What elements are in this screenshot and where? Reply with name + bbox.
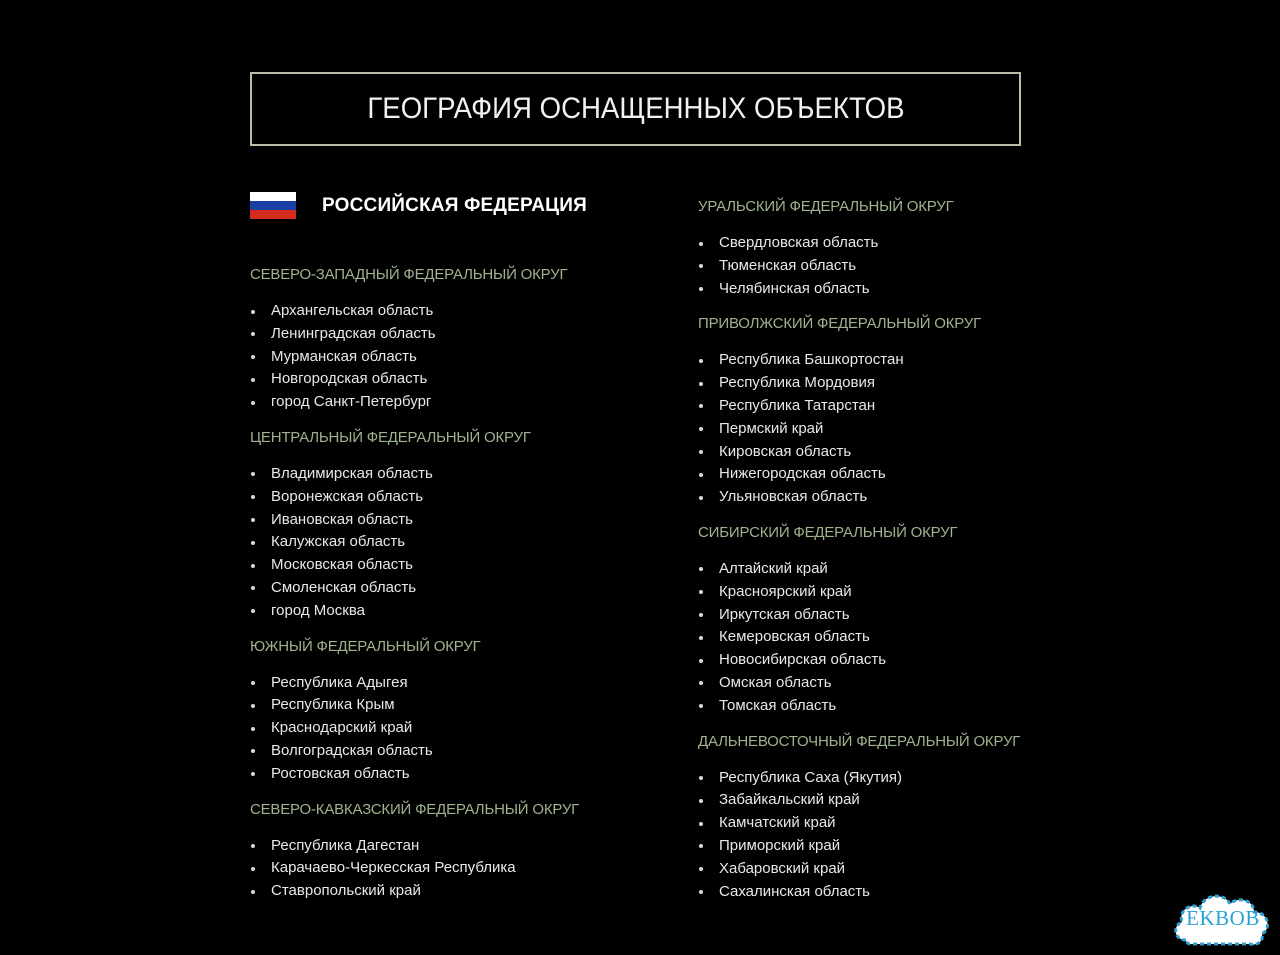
region-item [250, 531, 670, 554]
right-column [698, 196, 1118, 916]
bullet-icon [251, 890, 255, 894]
region-item [250, 323, 670, 346]
bullet-icon [251, 495, 255, 499]
page-title: ГЕОГРАФИЯ ОСНАЩЕННЫХ ОБЪЕКТОВ [366, 92, 905, 125]
region-label: Хабаровский край [719, 859, 846, 877]
region-item [698, 672, 1118, 695]
region-label: Приморский край [719, 836, 841, 854]
region-item [250, 346, 670, 369]
region-label: Челябинская область [719, 279, 870, 297]
region-item [250, 300, 670, 323]
region-label: город Санкт-Петербург [271, 393, 432, 411]
region-label: Омская область [719, 673, 832, 691]
region-item [250, 554, 670, 577]
region-label: Республика Адыгея [271, 673, 408, 691]
region-list [698, 558, 1118, 718]
bullet-icon [699, 473, 703, 477]
region-item [698, 812, 1118, 835]
region-label: Нижегородская область [719, 465, 886, 483]
region-label: Забайкальский край [719, 791, 860, 809]
region-item [250, 694, 670, 717]
bullet-icon [251, 310, 255, 314]
region-item [698, 835, 1118, 858]
region-item [250, 880, 670, 903]
region-item [698, 858, 1118, 881]
bullet-icon [251, 541, 255, 545]
bullet-icon [251, 518, 255, 522]
region-label: Алтайский край [719, 559, 828, 577]
bullet-icon [699, 287, 703, 291]
region-label: Тюменская область [719, 256, 857, 274]
district-section [698, 731, 1118, 904]
region-item [250, 672, 670, 695]
country-name: РОССИЙСКАЯ ФЕДЕРАЦИЯ [322, 194, 587, 216]
district-title: СЕВЕРО-ЗАПАДНЫЙ ФЕДЕРАЛЬНЫЙ ОКРУГ [250, 266, 568, 283]
title-frame [250, 72, 1021, 146]
region-item [698, 232, 1118, 255]
region-label: Калужская область [271, 533, 406, 551]
region-label: Томская область [719, 696, 837, 714]
bullet-icon [699, 822, 703, 826]
bullet-icon [251, 564, 255, 568]
district-section [250, 636, 670, 786]
watermark-logo [1170, 888, 1276, 950]
region-label: Архангельская область [271, 302, 434, 319]
bullet-icon [699, 799, 703, 803]
region-label: Карачаево-Черкесская Республика [271, 859, 516, 877]
bullet-icon [699, 450, 703, 454]
bullet-icon [699, 404, 703, 408]
region-label: Новгородская область [271, 370, 428, 388]
bullet-icon [251, 844, 255, 848]
district-title: СЕВЕРО-КАВКАЗСКИЙ ФЕДЕРАЛЬНЫЙ ОКРУГ [250, 800, 580, 818]
bullet-icon [251, 867, 255, 871]
bullet-icon [699, 844, 703, 848]
bullet-icon [699, 867, 703, 871]
bullet-icon [699, 636, 703, 640]
district-section [698, 522, 1118, 718]
bullet-icon [699, 704, 703, 708]
district-title: ДАЛЬНЕВОСТОЧНЫЙ ФЕДЕРАЛЬНЫЙ ОКРУГ [698, 732, 1021, 750]
region-item [250, 577, 670, 600]
bullet-icon [699, 427, 703, 431]
region-label: Республика Мордовия [719, 374, 875, 392]
region-item [250, 740, 670, 763]
region-item [698, 463, 1118, 486]
bullet-icon [251, 609, 255, 613]
left-column [250, 264, 670, 916]
district-title: ЦЕНТРАЛЬНЫЙ ФЕДЕРАЛЬНЫЙ ОКРУГ [250, 428, 531, 446]
region-label: Сахалинская область [719, 882, 870, 900]
region-item [698, 649, 1118, 672]
region-label: Республика Башкортостан [719, 351, 904, 369]
region-label: Московская область [271, 556, 413, 574]
bullet-icon [699, 590, 703, 594]
district-title: ПРИВОЛЖСКИЙ ФЕДЕРАЛЬНЫЙ ОКРУГ [698, 315, 981, 333]
bullet-icon [699, 359, 703, 363]
bullet-icon [251, 401, 255, 405]
region-label: Пермский край [719, 419, 824, 437]
region-item [250, 486, 670, 509]
bullet-icon [699, 613, 703, 617]
bullet-icon [699, 264, 703, 268]
region-list [698, 349, 1118, 509]
region-list [250, 835, 670, 903]
region-item [698, 767, 1118, 790]
region-item [250, 600, 670, 623]
bullet-icon [699, 659, 703, 663]
bullet-icon [699, 242, 703, 246]
region-item [698, 418, 1118, 441]
district-title: УРАЛЬСКИЙ ФЕДЕРАЛЬНЫЙ ОКРУГ [698, 198, 954, 215]
bullet-icon [251, 355, 255, 359]
region-label: Ивановская область [271, 510, 413, 528]
bullet-icon [699, 567, 703, 571]
region-item [698, 626, 1118, 649]
bullet-icon [699, 496, 703, 500]
region-label: Иркутская область [719, 605, 850, 623]
bullet-icon [251, 472, 255, 476]
region-label: Владимирская область [271, 464, 433, 482]
bullet-icon [699, 776, 703, 780]
region-item [250, 717, 670, 740]
region-item [698, 558, 1118, 581]
district-title: ЮЖНЫЙ ФЕДЕРАЛЬНЫЙ ОКРУГ [250, 637, 481, 655]
region-item [250, 463, 670, 486]
region-list [250, 463, 670, 623]
russia-flag-icon [250, 192, 296, 219]
region-item [698, 604, 1118, 627]
region-item [698, 486, 1118, 509]
region-list [250, 672, 670, 786]
region-label: Ленинградская область [271, 324, 436, 342]
bullet-icon [251, 772, 255, 776]
bullet-icon [699, 681, 703, 685]
region-label: Республика Дагестан [271, 836, 420, 854]
region-label: Свердловская область [719, 234, 879, 251]
region-label: Кемеровская область [719, 628, 870, 646]
region-list [698, 767, 1118, 904]
region-item [250, 763, 670, 786]
bullet-icon [251, 681, 255, 685]
bullet-icon [699, 382, 703, 386]
district-title: СИБИРСКИЙ ФЕДЕРАЛЬНЫЙ ОКРУГ [698, 523, 958, 541]
region-label: Республика Крым [271, 696, 395, 714]
bullet-icon [251, 586, 255, 590]
bullet-icon [251, 332, 255, 336]
district-section [250, 264, 670, 414]
region-item [698, 441, 1118, 464]
region-label: Ростовская область [271, 764, 410, 782]
region-label: Воронежская область [271, 487, 424, 505]
region-item [698, 395, 1118, 418]
watermark-text: EKBOB [1186, 906, 1260, 930]
region-label: Волгоградская область [271, 741, 433, 759]
region-list [250, 300, 670, 414]
region-item [698, 349, 1118, 372]
region-label: Новосибирская область [719, 651, 887, 669]
bullet-icon [251, 727, 255, 731]
region-label: Красноярский край [719, 582, 852, 600]
region-label: город Москва [271, 601, 365, 619]
region-item [250, 368, 670, 391]
region-item [698, 372, 1118, 395]
region-item [698, 789, 1118, 812]
region-label: Республика Татарстан [719, 396, 876, 414]
region-label: Ставропольский край [271, 882, 421, 900]
country-header [250, 192, 587, 219]
region-item [698, 255, 1118, 278]
region-item [250, 509, 670, 532]
district-section [250, 799, 670, 903]
region-label: Республика Саха (Якутия) [719, 768, 903, 786]
bullet-icon [251, 749, 255, 753]
region-label: Мурманская область [271, 347, 417, 365]
region-item [250, 857, 670, 880]
region-item [698, 278, 1118, 301]
bullet-icon [251, 378, 255, 382]
district-section [698, 313, 1118, 509]
region-item [698, 881, 1118, 904]
district-section [250, 427, 670, 623]
region-item [250, 391, 670, 414]
region-item [698, 581, 1118, 604]
region-label: Ульяновская область [719, 488, 868, 506]
region-item [698, 695, 1118, 718]
region-label: Краснодарский край [271, 719, 413, 737]
bullet-icon [251, 704, 255, 708]
region-label: Кировская область [719, 442, 852, 460]
region-label: Смоленская область [271, 578, 417, 596]
region-list [698, 232, 1118, 300]
bullet-icon [699, 890, 703, 894]
district-section [698, 196, 1118, 300]
region-label: Камчатский край [719, 814, 836, 832]
region-item [250, 835, 670, 858]
